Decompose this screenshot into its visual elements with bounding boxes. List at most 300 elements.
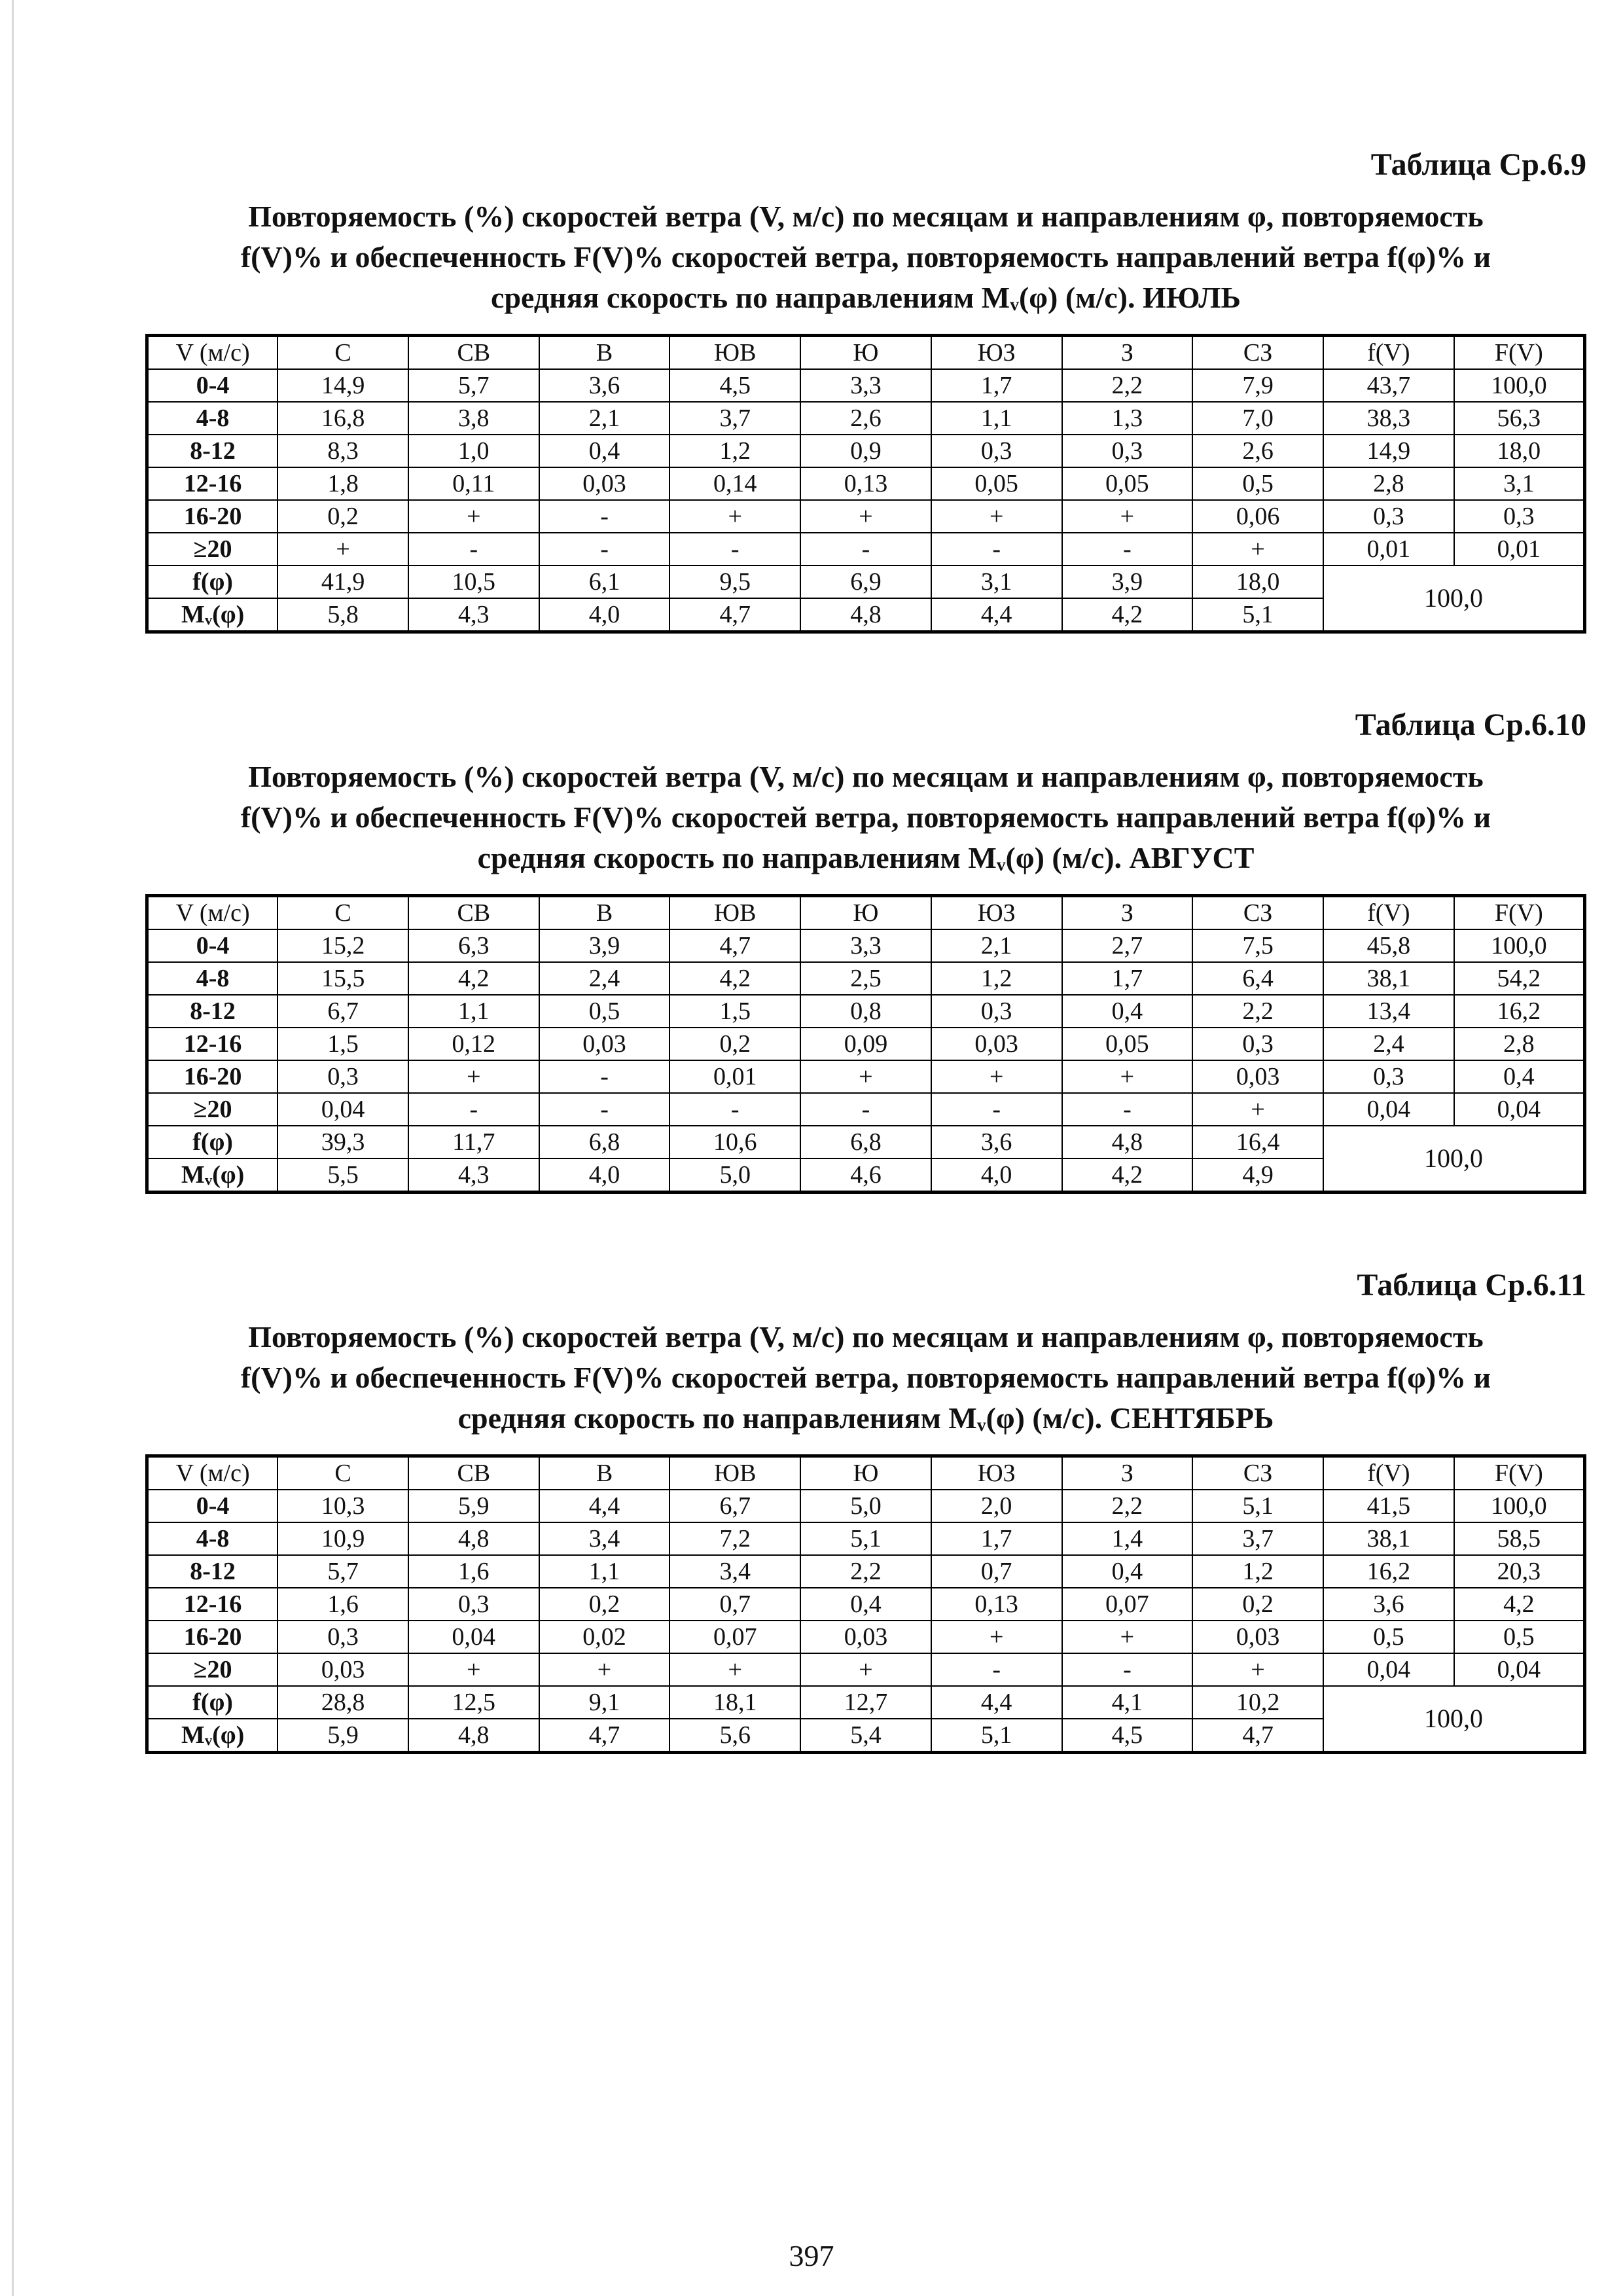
table-cell: 0,3 [1323, 500, 1454, 533]
column-header: В [539, 336, 670, 370]
row-header: ≥20 [147, 1093, 278, 1126]
table-cell: 1,2 [931, 962, 1062, 995]
table-cell: + [800, 1060, 931, 1093]
table-cell: + [669, 1653, 800, 1686]
table-cell: 39,3 [277, 1126, 408, 1158]
column-header: V (м/с) [147, 336, 278, 370]
table-cell: 4,4 [539, 1490, 670, 1522]
header-row [147, 896, 1585, 930]
table-row [147, 962, 1585, 995]
table-cell: 7,5 [1192, 929, 1323, 962]
table-cell: 2,4 [539, 962, 670, 995]
table-cell: 0,03 [539, 467, 670, 500]
table-cell: 2,8 [1454, 1028, 1585, 1060]
table-cell: 0,07 [1062, 1588, 1193, 1621]
table-cell: 0,5 [1323, 1621, 1454, 1653]
row-header: 0-4 [147, 929, 278, 962]
table-cell: 56,3 [1454, 402, 1585, 435]
table-cell: 1,2 [669, 435, 800, 467]
table-cell: 0,12 [408, 1028, 539, 1060]
table-cell: + [800, 500, 931, 533]
table-cell: 0,2 [669, 1028, 800, 1060]
row-header: Mᵥ(φ) [147, 1719, 278, 1753]
table-cell: 12,7 [800, 1686, 931, 1719]
table-cell: 2,4 [1323, 1028, 1454, 1060]
table-cell: 15,5 [277, 962, 408, 995]
row-header: 0-4 [147, 369, 278, 402]
table-cell: 2,2 [1062, 1490, 1193, 1522]
table-cell: 4,2 [669, 962, 800, 995]
table-cell: - [408, 533, 539, 565]
column-header: V (м/с) [147, 1456, 278, 1490]
table-cell: 4,4 [931, 1686, 1062, 1719]
table-cell: 4,2 [408, 962, 539, 995]
table-cell: 6,8 [800, 1126, 931, 1158]
table-cell: - [931, 1653, 1062, 1686]
table-cell: 38,1 [1323, 962, 1454, 995]
table-cell: 4,5 [669, 369, 800, 402]
table-cell: + [1062, 500, 1193, 533]
table-cell: + [800, 1653, 931, 1686]
table-cell: 7,0 [1192, 402, 1323, 435]
table-cell: 0,04 [1454, 1093, 1585, 1126]
table-cell: 0,4 [1062, 995, 1193, 1028]
direction-frequency-row [147, 1126, 1585, 1158]
table-cell: 1,5 [669, 995, 800, 1028]
column-header: СЗ [1192, 1456, 1323, 1490]
column-header: ЮЗ [931, 896, 1062, 930]
table-cell: 16,4 [1192, 1126, 1323, 1158]
column-header: З [1062, 336, 1193, 370]
table-cell: 3,8 [408, 402, 539, 435]
table-cell: 2,8 [1323, 467, 1454, 500]
table-cell: 28,8 [277, 1686, 408, 1719]
column-header: f(V) [1323, 1456, 1454, 1490]
table-cell: 0,03 [539, 1028, 670, 1060]
table-cell: 0,3 [277, 1060, 408, 1093]
table-cell: 0,03 [800, 1621, 931, 1653]
table-cell: + [669, 500, 800, 533]
table-cell: 16,2 [1454, 995, 1585, 1028]
scan-edge-line [12, 0, 14, 2296]
table-cell: 1,7 [1062, 962, 1193, 995]
table-cell: - [1062, 1093, 1193, 1126]
table-cell: 6,4 [1192, 962, 1323, 995]
table-cell: 6,1 [539, 565, 670, 598]
row-header: 4-8 [147, 962, 278, 995]
table-cell: 0,4 [800, 1588, 931, 1621]
table-cell: 6,3 [408, 929, 539, 962]
table-cell: 14,9 [277, 369, 408, 402]
table-cell: 3,4 [539, 1522, 670, 1555]
table-cell: + [408, 1060, 539, 1093]
caption-line: f(V)% и обеспеченность F(V)% скоростей ветра, повторяемость направлений ветра f(φ)% и [240, 800, 1491, 834]
table-cell: 0,9 [800, 435, 931, 467]
table-cell: 41,5 [1323, 1490, 1454, 1522]
table-cell: 0,03 [1192, 1060, 1323, 1093]
table-cell: 0,03 [277, 1653, 408, 1686]
column-header: Ю [800, 1456, 931, 1490]
table-cell: 1,3 [1062, 402, 1193, 435]
header-row [147, 1456, 1585, 1490]
table-cell: 4,2 [1062, 1158, 1193, 1193]
table-cell: 1,6 [277, 1588, 408, 1621]
table-cell: 4,2 [1454, 1588, 1585, 1621]
table-cell: 15,2 [277, 929, 408, 962]
table-row [147, 467, 1585, 500]
table-cell: 2,1 [931, 929, 1062, 962]
table-cell: 5,9 [408, 1490, 539, 1522]
table-cell: + [931, 1060, 1062, 1093]
column-header: ЮВ [669, 1456, 800, 1490]
table-cell: 1,4 [1062, 1522, 1193, 1555]
table-row [147, 929, 1585, 962]
table-cell: 10,2 [1192, 1686, 1323, 1719]
table-cell: 4,4 [931, 598, 1062, 632]
table-cell: 54,2 [1454, 962, 1585, 995]
table-cell: 4,8 [408, 1522, 539, 1555]
table-cell: 4,7 [1192, 1719, 1323, 1753]
caption-line: средняя скорость по направлениям Mᵥ(φ) (м/с). АВГУСТ [477, 841, 1255, 874]
table-cell: 4,0 [931, 1158, 1062, 1193]
table-cell: 0,3 [1454, 500, 1585, 533]
row-header: f(φ) [147, 1126, 278, 1158]
table-block-august [145, 706, 1586, 1194]
table-cell: 0,04 [1323, 1653, 1454, 1686]
table-number: Таблица Ср.6.11 [1357, 1268, 1586, 1302]
table-cell: 10,3 [277, 1490, 408, 1522]
row-header: 0-4 [147, 1490, 278, 1522]
table-cell: 0,04 [408, 1621, 539, 1653]
table-cell: 0,05 [931, 467, 1062, 500]
column-header: С [277, 336, 408, 370]
caption-line: f(V)% и обеспеченность F(V)% скоростей ветра, повторяемость направлений ветра f(φ)% и [240, 1361, 1491, 1394]
table-cell: 0,04 [1323, 1093, 1454, 1126]
direction-frequency-row [147, 1686, 1585, 1719]
column-header: С [277, 1456, 408, 1490]
table-cell: 4,7 [539, 1719, 670, 1753]
table-cell: 11,7 [408, 1126, 539, 1158]
total-cell: 100,0 [1323, 1686, 1585, 1753]
column-header: СВ [408, 336, 539, 370]
table-cell: - [800, 1093, 931, 1126]
table-cell: 1,1 [931, 402, 1062, 435]
table-number: Таблица Ср.6.10 [1355, 708, 1586, 742]
table-cell: 0,4 [1454, 1060, 1585, 1093]
table-cell: 0,7 [931, 1555, 1062, 1588]
table-cell: 3,3 [800, 369, 931, 402]
table-cell: 5,1 [931, 1719, 1062, 1753]
column-header: F(V) [1454, 336, 1585, 370]
row-header: ≥20 [147, 1653, 278, 1686]
table-cell: 3,6 [931, 1126, 1062, 1158]
table-cell: 6,8 [539, 1126, 670, 1158]
column-header: ЮВ [669, 336, 800, 370]
total-cell: 100,0 [1323, 565, 1585, 632]
table-cell: 2,1 [539, 402, 670, 435]
column-header: ЮВ [669, 896, 800, 930]
table-cell: + [1192, 1653, 1323, 1686]
table-cell: - [1062, 533, 1193, 565]
column-header: СЗ [1192, 896, 1323, 930]
column-header: Ю [800, 336, 931, 370]
table-cell: 0,06 [1192, 500, 1323, 533]
table-cell: 4,5 [1062, 1719, 1193, 1753]
table-cell: 5,1 [1192, 598, 1323, 632]
table-cell: 6,7 [669, 1490, 800, 1522]
column-header: Ю [800, 896, 931, 930]
table-cell: 100,0 [1454, 1490, 1585, 1522]
row-header: 16-20 [147, 500, 278, 533]
row-header: Mᵥ(φ) [147, 1158, 278, 1193]
row-header: 8-12 [147, 435, 278, 467]
table-cell: 0,3 [408, 1588, 539, 1621]
table-cell: + [1192, 1093, 1323, 1126]
table-row [147, 1555, 1585, 1588]
table-cell: 10,9 [277, 1522, 408, 1555]
table-cell: 38,3 [1323, 402, 1454, 435]
table-cell: 10,5 [408, 565, 539, 598]
column-header: В [539, 896, 670, 930]
column-header: F(V) [1454, 896, 1585, 930]
table-cell: + [931, 1621, 1062, 1653]
table-cell: 1,0 [408, 435, 539, 467]
row-header: 12-16 [147, 1588, 278, 1621]
table-cell: 18,0 [1454, 435, 1585, 467]
column-header: СВ [408, 1456, 539, 1490]
column-header: V (м/с) [147, 896, 278, 930]
table-caption [145, 757, 1586, 878]
header-row [147, 336, 1585, 370]
table-cell: 0,5 [539, 995, 670, 1028]
row-header: 16-20 [147, 1060, 278, 1093]
row-header: 12-16 [147, 467, 278, 500]
table-cell: 2,2 [1192, 995, 1323, 1028]
page-number: 397 [789, 2239, 834, 2272]
table-cell: 1,1 [408, 995, 539, 1028]
table-cell: 0,11 [408, 467, 539, 500]
table-cell: 5,1 [800, 1522, 931, 1555]
table-cell: 0,5 [1192, 467, 1323, 500]
table-cell: 4,2 [1062, 598, 1193, 632]
table-cell: 2,6 [800, 402, 931, 435]
table-cell: 7,2 [669, 1522, 800, 1555]
table-cell: + [539, 1653, 670, 1686]
caption-line: f(V)% и обеспеченность F(V)% скоростей ветра, повторяемость направлений ветра f(φ)% и [240, 240, 1491, 274]
table-cell: 5,0 [669, 1158, 800, 1193]
table-row [147, 995, 1585, 1028]
table-cell: 0,04 [277, 1093, 408, 1126]
table-cell: 18,1 [669, 1686, 800, 1719]
caption-line: средняя скорость по направлениям Mᵥ(φ) (м/с). СЕНТЯБРЬ [457, 1401, 1274, 1435]
table-cell: 0,13 [800, 467, 931, 500]
table-cell: 4,3 [408, 598, 539, 632]
column-header: f(V) [1323, 336, 1454, 370]
table-cell: 100,0 [1454, 369, 1585, 402]
table-cell: 13,4 [1323, 995, 1454, 1028]
table-cell: 0,02 [539, 1621, 670, 1653]
row-header: 8-12 [147, 995, 278, 1028]
table-cell: 12,5 [408, 1686, 539, 1719]
table-cell: 0,3 [277, 1621, 408, 1653]
table-cell: - [539, 500, 670, 533]
row-header: 4-8 [147, 402, 278, 435]
table-row [147, 1028, 1585, 1060]
table-cell: 0,14 [669, 467, 800, 500]
table-cell: 0,05 [1062, 467, 1193, 500]
table-cell: 0,05 [1062, 1028, 1193, 1060]
table-cell: 5,1 [1192, 1490, 1323, 1522]
column-header: f(V) [1323, 896, 1454, 930]
table-cell: 5,4 [800, 1719, 931, 1753]
column-header: СВ [408, 896, 539, 930]
column-header: ЮЗ [931, 1456, 1062, 1490]
table-cell: 5,7 [277, 1555, 408, 1588]
table-cell: 0,3 [1323, 1060, 1454, 1093]
table-cell: 4,6 [800, 1158, 931, 1193]
table-row [147, 1588, 1585, 1621]
table-cell: 6,9 [800, 565, 931, 598]
table-cell: 9,5 [669, 565, 800, 598]
table-cell: 1,7 [931, 1522, 1062, 1555]
table-cell: - [669, 1093, 800, 1126]
table-cell: 0,04 [1454, 1653, 1585, 1686]
table-row [147, 1653, 1585, 1686]
table-cell: 0,03 [1192, 1621, 1323, 1653]
caption-line: Повторяемость (%) скоростей ветра (V, м/с) по месяцам и направлениям φ, повторяемость [248, 1320, 1484, 1354]
table-row [147, 500, 1585, 533]
table-block-september [145, 1266, 1586, 1754]
table-row [147, 1060, 1585, 1093]
table-cell: 0,5 [1454, 1621, 1585, 1653]
table-cell: 0,4 [539, 435, 670, 467]
table-cell: 1,7 [931, 369, 1062, 402]
table-cell: 2,0 [931, 1490, 1062, 1522]
table-cell: 18,0 [1192, 565, 1323, 598]
table-cell: 10,6 [669, 1126, 800, 1158]
table-cell: 5,5 [277, 1158, 408, 1193]
table-cell: 4,3 [408, 1158, 539, 1193]
table-cell: - [931, 1093, 1062, 1126]
table-cell: 0,01 [669, 1060, 800, 1093]
table-cell: 4,1 [1062, 1686, 1193, 1719]
table-cell: + [1062, 1060, 1193, 1093]
table-cell: 7,9 [1192, 369, 1323, 402]
table-cell: 3,9 [539, 929, 670, 962]
table-cell: + [1192, 533, 1323, 565]
table-cell: 0,3 [1192, 1028, 1323, 1060]
caption-line: Повторяемость (%) скоростей ветра (V, м/с) по месяцам и направлениям φ, повторяемость [248, 200, 1484, 233]
table-cell: 5,9 [277, 1719, 408, 1753]
total-cell: 100,0 [1323, 1126, 1585, 1193]
table-cell: 16,2 [1323, 1555, 1454, 1588]
table-row [147, 1621, 1585, 1653]
table-cell: 5,0 [800, 1490, 931, 1522]
table-cell: + [408, 500, 539, 533]
table-cell: 0,7 [669, 1588, 800, 1621]
table-cell: + [277, 533, 408, 565]
table-cell: 0,3 [931, 435, 1062, 467]
table-caption [145, 196, 1586, 318]
table-cell: 2,2 [800, 1555, 931, 1588]
table-cell: - [539, 533, 670, 565]
table-number: Таблица Ср.6.9 [1370, 147, 1586, 182]
row-header: f(φ) [147, 565, 278, 598]
row-header: ≥20 [147, 533, 278, 565]
table-cell: 0,13 [931, 1588, 1062, 1621]
row-header: Mᵥ(φ) [147, 598, 278, 632]
table-cell: 5,7 [408, 369, 539, 402]
table-cell: + [1062, 1621, 1193, 1653]
table-cell: 4,0 [539, 598, 670, 632]
table-cell: 4,8 [800, 598, 931, 632]
caption-line: средняя скорость по направлениям Mᵥ(φ) (м/с). ИЮЛЬ [491, 281, 1241, 314]
table-cell: 1,6 [408, 1555, 539, 1588]
column-header: В [539, 1456, 670, 1490]
table-cell: 20,3 [1454, 1555, 1585, 1588]
table-cell: 58,5 [1454, 1522, 1585, 1555]
table-cell: 100,0 [1454, 929, 1585, 962]
table-cell: 6,7 [277, 995, 408, 1028]
table-cell: 14,9 [1323, 435, 1454, 467]
table-cell: 2,5 [800, 962, 931, 995]
table-cell: 4,7 [669, 598, 800, 632]
column-header: СЗ [1192, 336, 1323, 370]
caption-line: Повторяемость (%) скоростей ветра (V, м/с) по месяцам и направлениям φ, повторяемость [248, 760, 1484, 793]
table-cell: + [408, 1653, 539, 1686]
table-row [147, 435, 1585, 467]
table-cell: 0,2 [539, 1588, 670, 1621]
table-block-july [145, 145, 1586, 634]
table-cell: 41,9 [277, 565, 408, 598]
table-row [147, 533, 1585, 565]
wind-table [145, 894, 1586, 1194]
table-cell: 8,3 [277, 435, 408, 467]
table-cell: 2,2 [1062, 369, 1193, 402]
table-cell: 3,7 [1192, 1522, 1323, 1555]
table-cell: 43,7 [1323, 369, 1454, 402]
table-cell: 3,6 [539, 369, 670, 402]
table-cell: 3,9 [1062, 565, 1193, 598]
table-cell: 5,8 [277, 598, 408, 632]
table-cell: 1,5 [277, 1028, 408, 1060]
table-cell: - [539, 1060, 670, 1093]
table-cell: 4,7 [669, 929, 800, 962]
table-cell: 4,8 [408, 1719, 539, 1753]
table-cell: 3,1 [1454, 467, 1585, 500]
table-cell: 0,8 [800, 995, 931, 1028]
table-row [147, 1522, 1585, 1555]
row-header: 8-12 [147, 1555, 278, 1588]
table-cell: 3,4 [669, 1555, 800, 1588]
table-cell: 0,07 [669, 1621, 800, 1653]
column-header: С [277, 896, 408, 930]
table-cell: 45,8 [1323, 929, 1454, 962]
table-cell: 0,2 [1192, 1588, 1323, 1621]
table-cell: 1,2 [1192, 1555, 1323, 1588]
row-header: 16-20 [147, 1621, 278, 1653]
table-row [147, 369, 1585, 402]
column-header: ЮЗ [931, 336, 1062, 370]
table-cell: 0,4 [1062, 1555, 1193, 1588]
row-header: f(φ) [147, 1686, 278, 1719]
table-cell: 0,3 [1062, 435, 1193, 467]
column-header: З [1062, 1456, 1193, 1490]
table-cell: 0,01 [1454, 533, 1585, 565]
table-cell: 3,1 [931, 565, 1062, 598]
table-cell: 0,01 [1323, 533, 1454, 565]
row-header: 4-8 [147, 1522, 278, 1555]
